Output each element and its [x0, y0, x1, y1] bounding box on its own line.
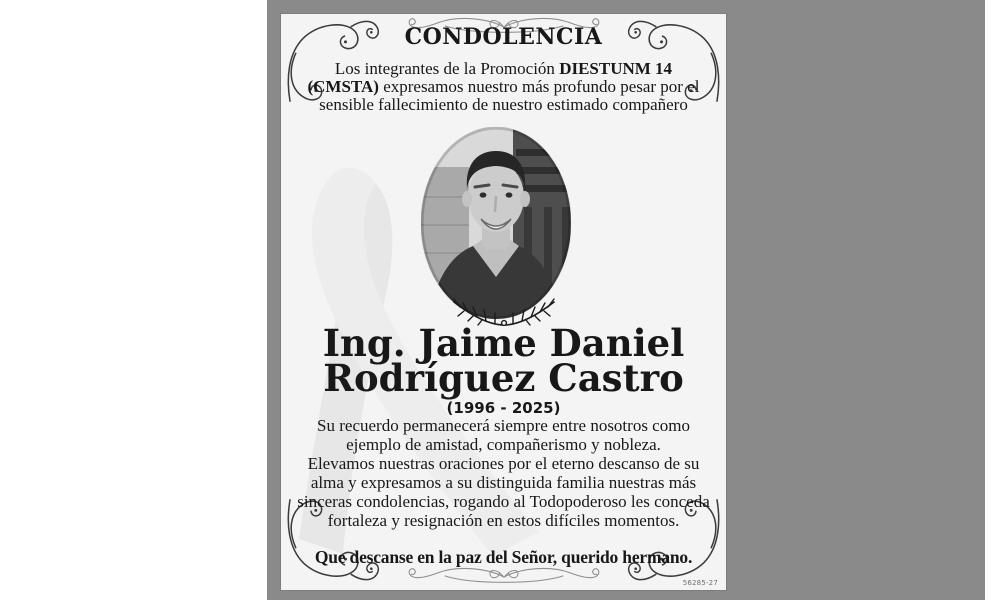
- prayer-paragraph: Elevamos nuestras oraciones por el eterno descanso de su alma y expresamos a su distinguida familia nuestras más sinceras condolencias, rogando al Todopoderoso les conceda fortaleza y resignación en estos difíciles momentos.: [297, 454, 710, 530]
- intro-paragraph: [303, 43, 705, 114]
- card-content: [281, 14, 726, 590]
- condolence-card: [280, 13, 727, 591]
- promotion-acronym: (CMSTA): [307, 77, 379, 96]
- deceased-name-line2: Rodríguez Castro: [323, 356, 684, 400]
- promotion-name: DIESTUNM 14: [559, 59, 673, 78]
- deceased-name-line1: Ing. Jaime Daniel: [322, 321, 685, 365]
- life-years: (1996 - 2025): [446, 399, 561, 417]
- memory-paragraph: Su recuerdo permanecerá siempre entre nosotros como ejemplo de amistad, compañerismo y nobleza.: [317, 416, 690, 454]
- deceased-portrait-photo: [421, 127, 571, 319]
- intro-text-post: expresamos nuestro más profundo pesar por el sensible fallecimiento de nuestro estimado compañero: [319, 77, 700, 114]
- farewell-line: Que descanse en la paz del Señor, querido hermano.: [314, 547, 693, 567]
- deceased-name: [281, 321, 726, 400]
- intro-text-pre: Los integrantes de la Promoción: [334, 59, 560, 78]
- condolence-title: CONDOLENCIA: [404, 24, 603, 50]
- print-code: 56285-27: [682, 579, 718, 587]
